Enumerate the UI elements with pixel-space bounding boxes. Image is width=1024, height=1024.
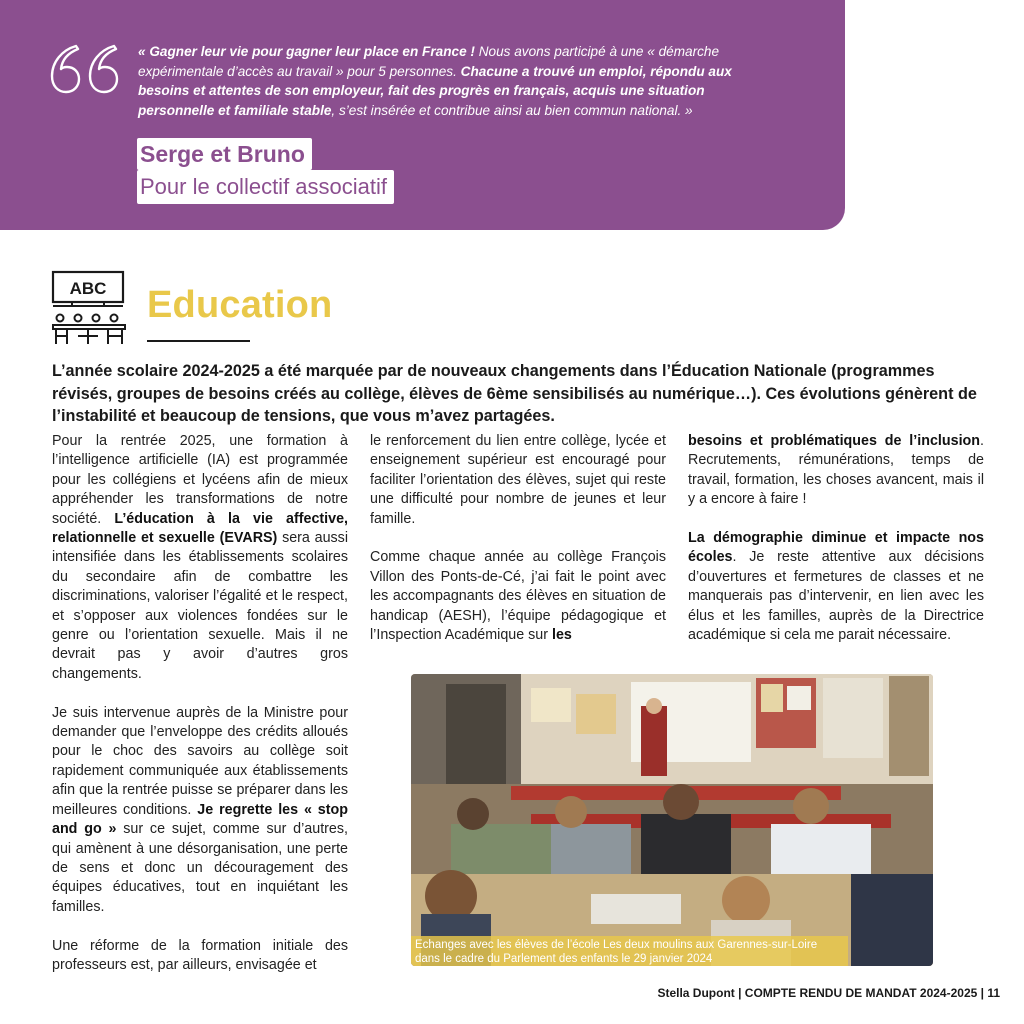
- text-run: Pour la rentrée 2025, une formation à l’intelligence artificielle (IA) est programmée pour les collégiens et lycéens afin de mieux appréhender les transformations de notre société.: [52, 433, 348, 527]
- paragraph: [370, 432, 666, 529]
- text-run: sur ce sujet, comme sur d’autres, qui amènent à une désorganisation, une perte de sens et donc un découragement des équipes éducatives, tout en inquiétant les familles.: [52, 821, 348, 915]
- classroom-photo-illustration: [411, 674, 933, 966]
- paragraph: [688, 432, 984, 510]
- quote-author-name: Serge et Bruno: [137, 138, 312, 170]
- paragraph: [52, 432, 348, 684]
- paragraph: [370, 548, 666, 645]
- text-column-1: [52, 432, 348, 995]
- classroom-photo: [411, 674, 933, 966]
- text-run: les: [552, 627, 572, 644]
- page-footer: Stella Dupont | COMPTE RENDU DE MANDAT 2024-2025 | 11: [657, 986, 1000, 1000]
- text-run: sera aussi intensifiée dans les établissements scolaires du secondaire afin de combattre les discriminations, valoriser l’égalité et le respect, et s’opposer aux violences fondées sur le genre ou l’orientation sexuelle. Mais il ne devrait pas y avoir d’autres gros changements.: [52, 530, 349, 682]
- text-run: Une réforme de la formation initiale des professeurs est, par ailleurs, envisagée et: [52, 937, 348, 973]
- text-run: Comme chaque année au collège François Villon des Ponts-de-Cé, j’ai fait le point avec les accompagnants des élèves en situation de handicap (AESH), l’équipe pédagogique et l’Inspection Académique sur: [370, 549, 666, 644]
- text-run: besoins et problématiques de l’inclusion: [688, 433, 981, 449]
- quote-mark-icon: [46, 38, 122, 98]
- quote-text: [138, 42, 778, 120]
- text-column-3: [688, 432, 984, 665]
- title-underline: [147, 340, 250, 342]
- text-run: Je regrette les « stop and go »: [52, 801, 348, 838]
- text-run: L’éducation à la vie affective, relationnelle et sexuelle (EVARS): [52, 510, 348, 547]
- text-run: Nous avons participé à une « démarche expérimentale d’accès au travail » pour 5 personnes.: [138, 44, 720, 79]
- paragraph: [688, 529, 984, 645]
- quote-banner: [0, 0, 845, 230]
- text-run: le renforcement du lien entre collège, lycée et enseignement supérieur est encouragé pour faciliter l’orientation des élèves, sujet qui reste une difficulté pour nombre de jeunes et leur famille.: [370, 433, 666, 527]
- text-run: Je suis intervenue auprès de la Ministre pour demander que l’enveloppe des crédits alloués pour le choc des savoirs au collège soit rapidement communiquée aux établissements afin que la rentrée puisse se préparer dans les meilleures conditions.: [52, 704, 348, 818]
- quote-author-role: Pour le collectif associatif: [137, 170, 394, 204]
- text-run: . Recrutements, rémunérations, temps de travail, formation, les choses avancent, mais il y a encore à faire !: [688, 433, 984, 508]
- section-intro: L’année scolaire 2024-2025 a été marquée par de nouveaux changements dans l’Éducation Nationale (programmes révisés, groupes de besoins créés au collège, élèves de 6ème sensibilisés au numérique…). Ces évolutions génèrent de l’instabilité et beaucoup de tensions, que vous m’avez partagées.: [52, 362, 977, 425]
- paragraph: [52, 937, 348, 976]
- text-column-2: [370, 432, 666, 665]
- text-run: « Gagner leur vie pour gagner leur place en France !: [138, 44, 479, 59]
- abc-classroom-icon: [50, 268, 130, 348]
- svg-text:ABC: ABC: [69, 279, 107, 298]
- text-run: . Je reste attentive aux décisions d’ouvertures et fermetures de classes et ne manquerais pas d’intervenir, en lien avec les élus et les familles, auprès de la Directrice académique si cela me parait nécessaire.: [688, 549, 984, 644]
- paragraph: [52, 704, 348, 917]
- text-run: , s’est insérée et contribue ainsi au bien commun national. »: [331, 102, 693, 118]
- section-title: Education: [147, 284, 333, 326]
- text-run: La démographie diminue et impacte nos écoles: [688, 530, 984, 566]
- photo-caption: Echanges avec les élèves de l’école Les deux moulins aux Garennes-sur-Loire dans le cadre du Parlement des enfants le 29 janvier 2024: [411, 936, 848, 966]
- text-run: Chacune a trouvé un emploi, répondu aux besoins et attentes de son employeur, fait des progrès en français, acquis une situation personnelle et familiale stable: [138, 63, 732, 118]
